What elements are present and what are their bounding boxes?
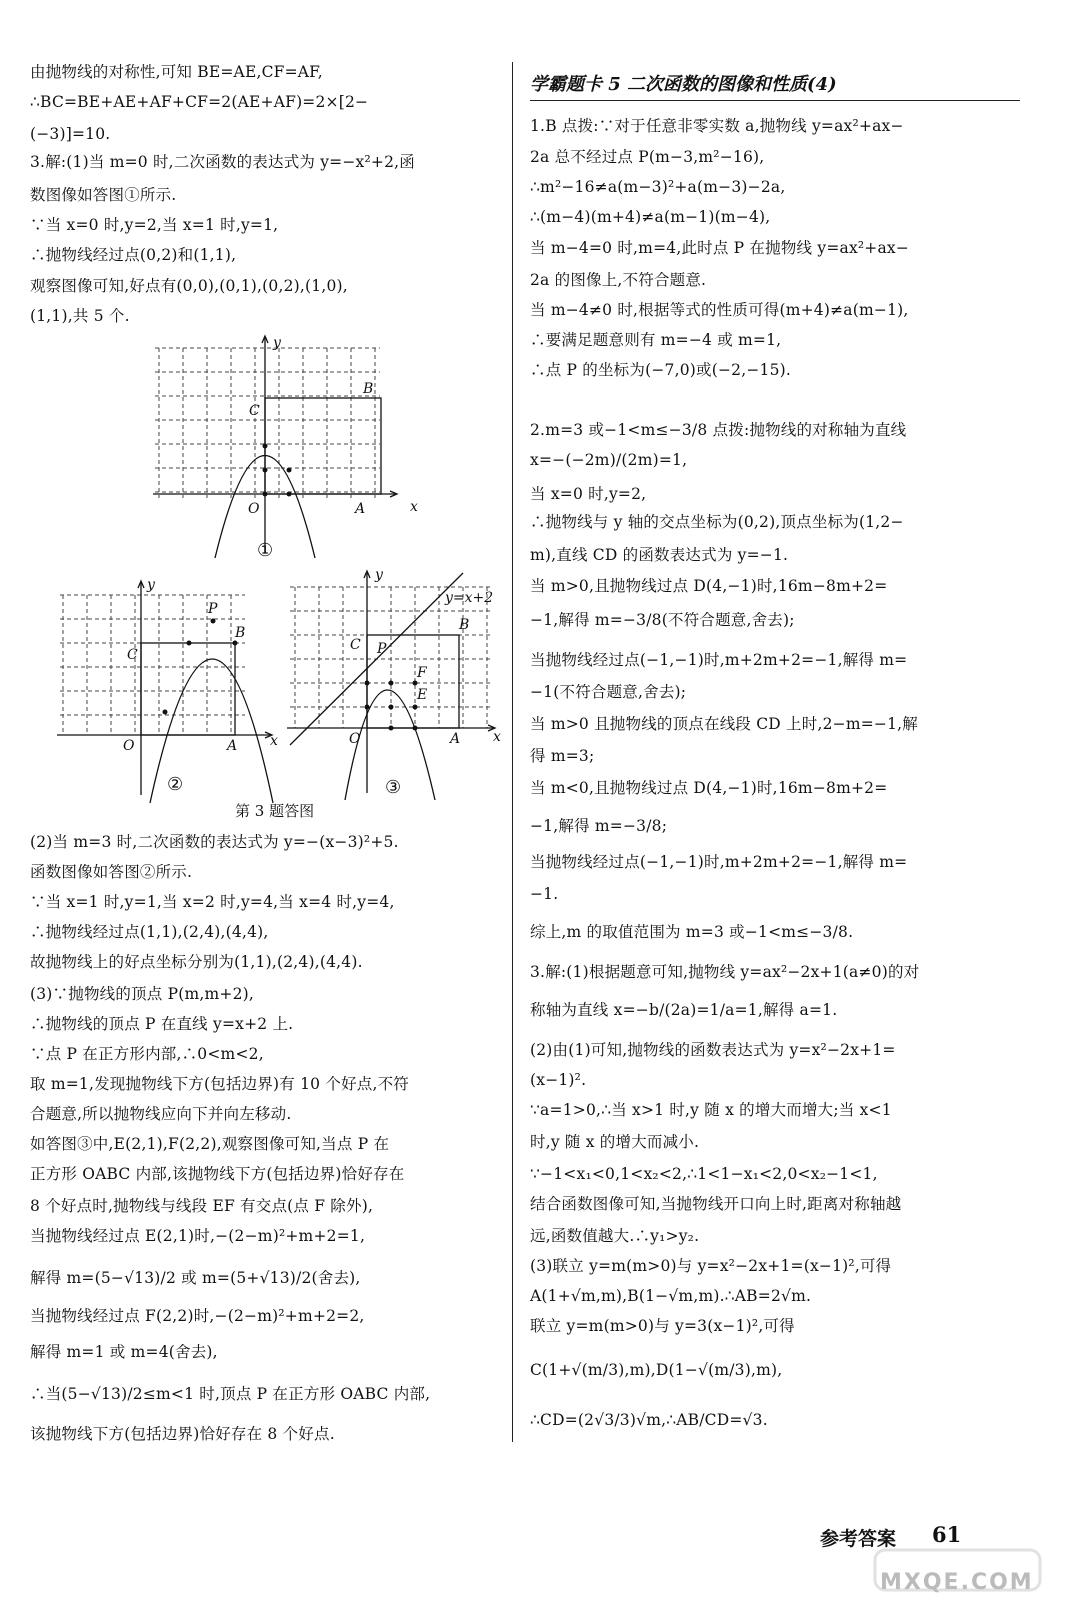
text-line: (−3)]=10. bbox=[30, 125, 111, 143]
axis-y-label: y bbox=[375, 567, 383, 583]
text-line: (1,1),共 5 个. bbox=[30, 307, 130, 325]
text-line: 当抛物线经过点 E(2,1)时,−(2−m)²+m+2=1, bbox=[30, 1227, 366, 1245]
text-line: 2a 总不经过点 P(m−3,m²−16), bbox=[530, 148, 765, 166]
text-line: A(1+√m,m),B(1−√m,m).∴AB=2√m. bbox=[530, 1287, 812, 1305]
text-line: 正方形 OABC 内部,该抛物线下方(包括边界)恰好存在 bbox=[30, 1165, 405, 1183]
text-line: 称轴为直线 x=−b/(2a)=1/a=1,解得 a=1. bbox=[530, 1001, 838, 1019]
text-line: 得 m=3; bbox=[530, 747, 595, 765]
text-line: 3.解:(1)当 m=0 时,二次函数的表达式为 y=−x²+2,函 bbox=[30, 153, 415, 171]
text-line: ∴(m−4)(m+4)≠a(m−1)(m−4), bbox=[530, 208, 771, 226]
figure-3-number: ③ bbox=[385, 777, 402, 798]
text-line: ∴抛物线经过点(0,2)和(1,1), bbox=[30, 246, 237, 264]
text-line: ∵点 P 在正方形内部,∴0<m<2, bbox=[30, 1045, 264, 1063]
point-a-label: A bbox=[450, 731, 461, 747]
text-line: −1,解得 m=−3/8(不符合题意,舍去); bbox=[530, 611, 795, 629]
text-line: 2.m=3 或−1<m≤−3/8 点拨:抛物线的对称轴为直线 bbox=[530, 421, 907, 439]
text-line: ∵−1<x₁<0,1<x₂<2,∴1<1−x₁<2,0<x₂−1<1, bbox=[530, 1165, 878, 1183]
text-line: 函数图像如答图②所示. bbox=[30, 863, 193, 881]
point-a-label: A bbox=[355, 501, 366, 517]
text-line: 远,函数值越大.∴y₁>y₂. bbox=[530, 1227, 700, 1245]
text-line: −1(不符合题意,舍去); bbox=[530, 683, 687, 701]
figure-1 bbox=[145, 333, 435, 583]
section-header: 学霸题卡 5 二次函数的图像和性质(4) bbox=[530, 74, 837, 95]
text-line: ∴要满足题意则有 m=−4 或 m=1, bbox=[530, 331, 782, 349]
text-line: ∴m²−16≠a(m−3)²+a(m−3)−2a, bbox=[530, 178, 786, 196]
figure-3 bbox=[285, 565, 505, 805]
text-line: 结合函数图像可知,当抛物线开口向上时,距离对称轴越 bbox=[530, 1195, 902, 1213]
text-line: ∴BC=BE+AE+AF+CF=2(AE+AF)=2×[2− bbox=[30, 93, 369, 111]
point-c-label: C bbox=[127, 647, 138, 663]
text-line: 联立 y=m(m>0)与 y=3(x−1)²,可得 bbox=[530, 1317, 795, 1335]
text-line: 时,y 随 x 的增大而减小. bbox=[530, 1133, 700, 1151]
text-line: 合题意,所以抛物线应向下并向左移动. bbox=[30, 1105, 292, 1123]
point-a-label: A bbox=[227, 738, 238, 754]
text-line: −1. bbox=[530, 885, 559, 903]
page-number: 61 bbox=[932, 1522, 962, 1547]
origin-label: O bbox=[349, 731, 361, 747]
text-line: 解得 m=(5−√13)/2 或 m=(5+√13)/2(舍去), bbox=[30, 1269, 361, 1287]
point-c-label: C bbox=[249, 403, 260, 419]
axis-y-label: y bbox=[147, 577, 155, 593]
text-line: 故抛物线上的好点坐标分别为(1,1),(2,4),(4,4). bbox=[30, 953, 363, 971]
text-line: −1,解得 m=−3/8; bbox=[530, 817, 668, 835]
text-line: 解得 m=1 或 m=4(舍去), bbox=[30, 1343, 218, 1361]
header-rule bbox=[530, 100, 1020, 101]
text-line: 当 x=0 时,y=2, bbox=[530, 485, 647, 503]
text-line: 8 个好点时,抛物线与线段 EF 有交点(点 F 除外), bbox=[30, 1197, 374, 1215]
text-line: 取 m=1,发现抛物线下方(包括边界)有 10 个好点,不符 bbox=[30, 1075, 410, 1093]
point-c-label: C bbox=[350, 637, 361, 653]
point-f-label: F bbox=[417, 665, 427, 681]
point-b-label: B bbox=[235, 625, 246, 641]
text-line: ∴CD=(2√3/3)√m,∴AB/CD=√3. bbox=[530, 1411, 768, 1429]
origin-label: O bbox=[123, 738, 135, 754]
text-line: (x−1)². bbox=[530, 1071, 587, 1089]
text-line: 当抛物线经过点(−1,−1)时,m+2m+2=−1,解得 m= bbox=[530, 651, 908, 669]
text-line: 该抛物线下方(包括边界)恰好存在 8 个好点. bbox=[30, 1425, 335, 1443]
axis-y-label: y bbox=[273, 335, 281, 351]
footer-label: 参考答案 bbox=[820, 1528, 897, 1550]
text-line: 如答图③中,E(2,1),F(2,2),观察图像可知,当点 P 在 bbox=[30, 1135, 390, 1153]
text-line: ∵当 x=1 时,y=1,当 x=2 时,y=4,当 x=4 时,y=4, bbox=[30, 893, 395, 911]
text-line: 由抛物线的对称性,可知 BE=AE,CF=AF, bbox=[30, 63, 323, 81]
axis-x-label: x bbox=[493, 729, 501, 745]
text-line: ∴抛物线与 y 轴的交点坐标为(0,2),顶点坐标为(1,2− bbox=[530, 513, 904, 531]
text-line: 当 m>0 且抛物线的顶点在线段 CD 上时,2−m=−1,解 bbox=[530, 715, 918, 733]
text-line: m),直线 CD 的函数表达式为 y=−1. bbox=[530, 546, 789, 564]
text-line: (3)联立 y=m(m>0)与 y=x²−2x+1=(x−1)²,可得 bbox=[530, 1257, 892, 1275]
figure-2-number: ② bbox=[167, 774, 184, 795]
text-line: 数图像如答图①所示. bbox=[30, 186, 177, 204]
text-line: 当 m<0,且抛物线过点 D(4,−1)时,16m−8m+2= bbox=[530, 779, 888, 797]
text-line: 当 m>0,且抛物线过点 D(4,−1)时,16m−8m+2= bbox=[530, 577, 888, 595]
text-line: 当抛物线经过点 F(2,2)时,−(2−m)²+m+2=2, bbox=[30, 1307, 365, 1325]
point-p-label: P bbox=[208, 601, 218, 617]
text-line: 3.解:(1)根据题意可知,抛物线 y=ax²−2x+1(a≠0)的对 bbox=[530, 963, 920, 981]
point-p-label: P bbox=[377, 641, 387, 657]
watermark-text: MXQE.COM bbox=[880, 1570, 1034, 1595]
point-e-label: E bbox=[417, 687, 428, 703]
figure-2 bbox=[55, 575, 285, 805]
origin-label: O bbox=[248, 501, 260, 517]
text-line: C(1+√(m/3),m),D(1−√(m/3),m), bbox=[530, 1361, 783, 1379]
axis-x-label: x bbox=[410, 499, 418, 515]
text-line: (2)当 m=3 时,二次函数的表达式为 y=−(x−3)²+5. bbox=[30, 833, 399, 851]
text-line: ∵a=1>0,∴当 x>1 时,y 随 x 的增大而增大;当 x<1 bbox=[530, 1101, 892, 1119]
line-label: y=x+2 bbox=[445, 590, 494, 606]
text-line: ∵当 x=0 时,y=2,当 x=1 时,y=1, bbox=[30, 216, 279, 234]
point-b-label: B bbox=[363, 381, 374, 397]
column-divider bbox=[512, 62, 513, 1442]
text-line: 观察图像可知,好点有(0,0),(0,1),(0,2),(1,0), bbox=[30, 277, 348, 295]
text-line: (2)由(1)可知,抛物线的函数表达式为 y=x²−2x+1= bbox=[530, 1041, 896, 1059]
text-line: x=−(−2m)/(2m)=1, bbox=[530, 451, 688, 469]
text-line: 2a 的图像上,不符合题意. bbox=[530, 271, 707, 289]
figure-1-number: ① bbox=[257, 540, 274, 561]
text-line: 1.B 点拨:∵对于任意非零实数 a,抛物线 y=ax²+ax− bbox=[530, 117, 904, 135]
figure-caption: 第 3 题答图 bbox=[235, 802, 315, 820]
text-line: 当 m−4≠0 时,根据等式的性质可得(m+4)≠a(m−1), bbox=[530, 301, 909, 319]
text-line: ∴抛物线的顶点 P 在直线 y=x+2 上. bbox=[30, 1015, 294, 1033]
point-b-label: B bbox=[459, 617, 470, 633]
text-line: (3)∵抛物线的顶点 P(m,m+2), bbox=[30, 985, 255, 1003]
text-line: ∴抛物线经过点(1,1),(2,4),(4,4), bbox=[30, 923, 269, 941]
text-line: 当 m−4=0 时,m=4,此时点 P 在抛物线 y=ax²+ax− bbox=[530, 239, 910, 257]
text-line: ∴当(5−√13)/2≤m<1 时,顶点 P 在正方形 OABC 内部, bbox=[30, 1385, 431, 1403]
axis-x-label: x bbox=[270, 733, 278, 749]
text-line: ∴点 P 的坐标为(−7,0)或(−2,−15). bbox=[530, 361, 792, 379]
text-line: 综上,m 的取值范围为 m=3 或−1<m≤−3/8. bbox=[530, 923, 854, 941]
text-line: 当抛物线经过点(−1,−1)时,m+2m+2=−1,解得 m= bbox=[530, 853, 908, 871]
